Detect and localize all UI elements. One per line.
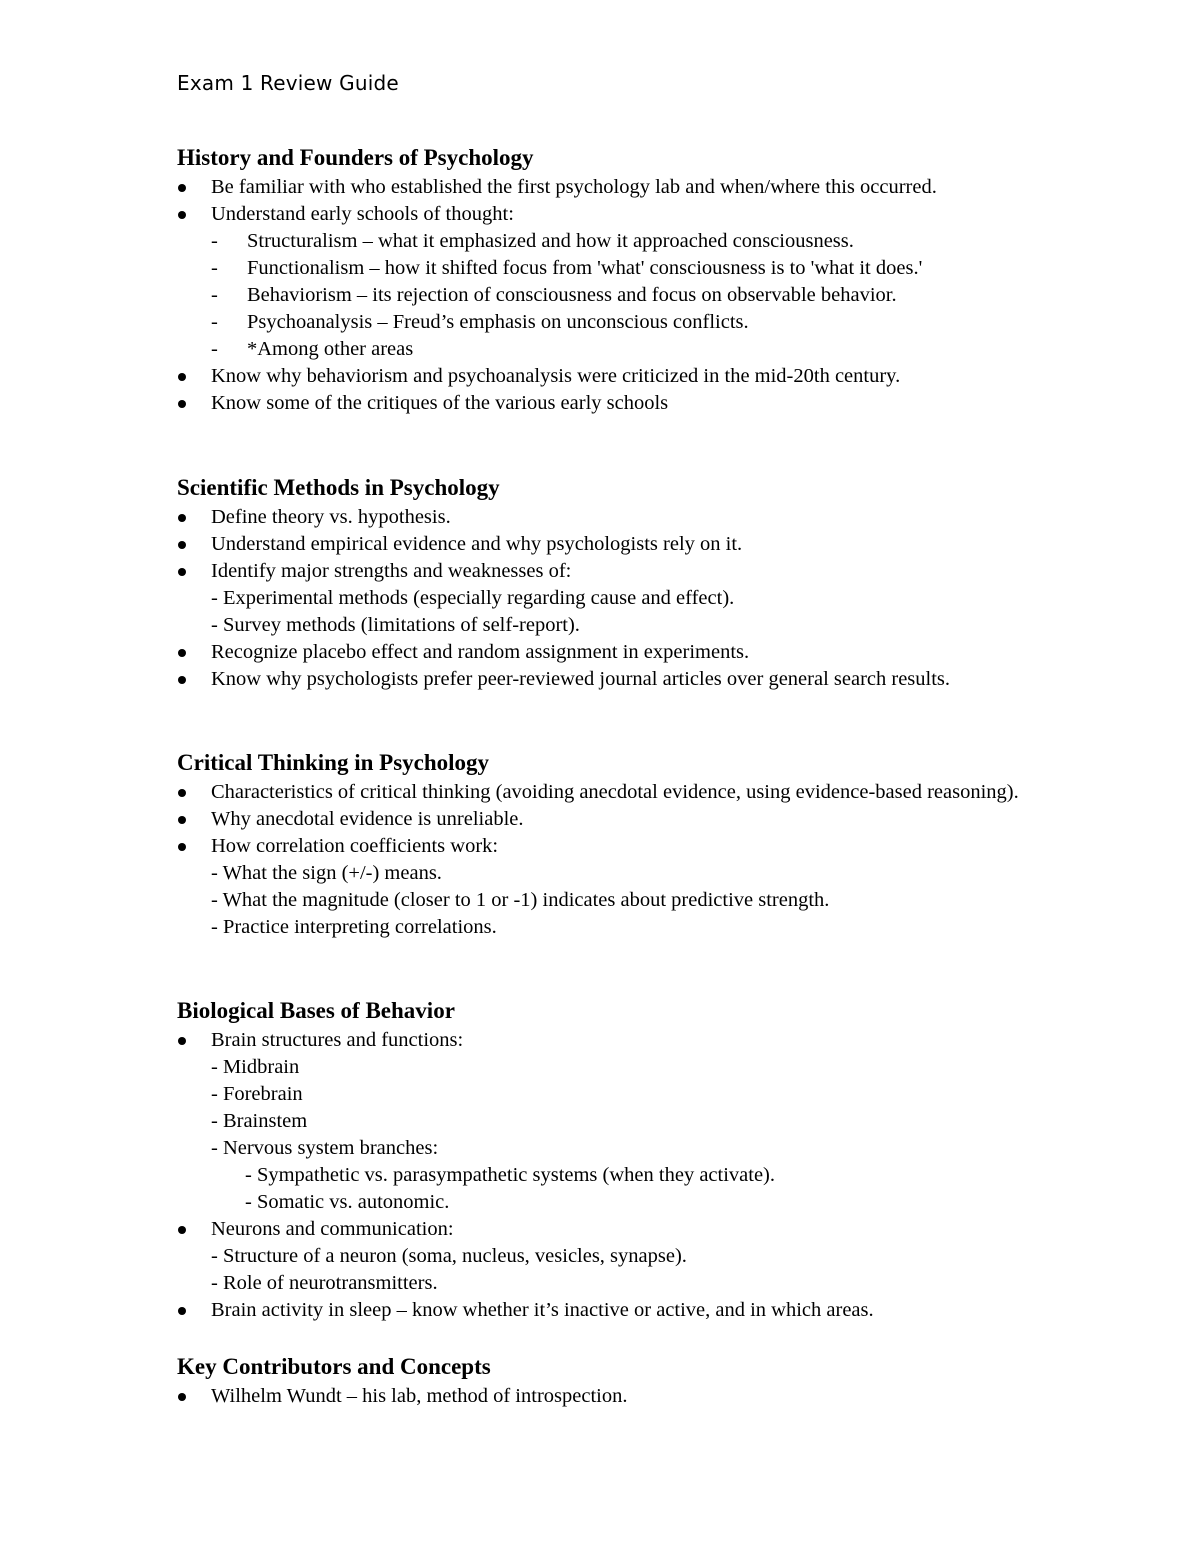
- list-item: Why anecdotal evidence is unreliable.: [177, 806, 1077, 833]
- sub-item: - Midbrain: [211, 1056, 300, 1078]
- schools-list: [211, 228, 1077, 363]
- sub-item: - Brainstem: [211, 1110, 308, 1132]
- sub-item: - Role of neurotransmitters.: [211, 1272, 438, 1294]
- list-item: Understand early schools of thought: - Structuralism – what it emphasized and how it approached consciousness. - Functionalism – how it shifted focus from 'what' consciousness is to 'what it does.' - Behaviorism – its rejection of consciousness and focus on observable behavior. - Psychoanalysis – Freud’s emphasis on unconscious conflicts. - *Among other areas: [177, 201, 1077, 363]
- list-item: Identify major strengths and weaknesses of: - Experimental methods (especially regarding cause and effect). - Survey methods (limitations of self-report).: [177, 558, 1077, 639]
- list-item: Be familiar with who established the first psychology lab and when/where this occurred.: [177, 174, 1077, 201]
- sub-item: - Nervous system branches:: [211, 1137, 439, 1159]
- sub-item: - Experimental methods (especially regarding cause and effect).: [211, 587, 735, 609]
- sub-item: - What the sign (+/-) means.: [211, 862, 442, 884]
- sub-item-nested: - Sympathetic vs. parasympathetic systems (when they activate).: [245, 1164, 775, 1186]
- school-item: - Functionalism – how it shifted focus from 'what' consciousness is to 'what it does.': [211, 257, 923, 279]
- school-item: - Structuralism – what it emphasized and how it approached consciousness.: [211, 230, 854, 252]
- list-item: Brain structures and functions: - Midbrain - Forebrain - Brainstem - Nervous system branches: - Sympathetic vs. parasympathetic systems (when they activate). - Somatic vs. autonomic.: [177, 1027, 1077, 1216]
- list-item: Neurons and communication: - Structure of a neuron (soma, nucleus, vesicles, synapse). - Role of neurotransmitters.: [177, 1216, 1077, 1297]
- section-history: [177, 142, 1077, 417]
- school-item: - Behaviorism – its rejection of consciousness and focus on observable behavior.: [211, 284, 897, 306]
- sub-item: - What the magnitude (closer to 1 or -1) indicates about predictive strength.: [211, 889, 830, 911]
- section-heading: Critical Thinking in Psychology: [177, 750, 490, 775]
- section-critical-thinking: [177, 747, 1077, 941]
- list-item: Characteristics of critical thinking (avoiding anecdotal evidence, using evidence-based reasoning).: [177, 779, 1077, 806]
- bullet-list: [177, 1027, 1077, 1324]
- document-title: Exam 1 Review Guide: [177, 71, 399, 95]
- section-heading: Scientific Methods in Psychology: [177, 475, 500, 500]
- section-scientific-methods: [177, 472, 1077, 693]
- bullet-list: [177, 779, 1077, 941]
- list-item: Brain activity in sleep – know whether it’s inactive or active, and in which areas.: [177, 1297, 1077, 1324]
- sub-item-nested: - Somatic vs. autonomic.: [245, 1191, 450, 1213]
- section-biological-bases: [177, 995, 1077, 1324]
- sub-item: - Forebrain: [211, 1083, 303, 1105]
- bullet-list: [177, 174, 1077, 417]
- sub-item: - Structure of a neuron (soma, nucleus, vesicles, synapse).: [211, 1245, 687, 1267]
- bullet-list: [177, 504, 1077, 693]
- list-item: How correlation coefficients work: - What the sign (+/-) means. - What the magnitude (closer to 1 or -1) indicates about predictive strength. - Practice interpreting correlations.: [177, 833, 1077, 941]
- school-item: - Psychoanalysis – Freud’s emphasis on unconscious conflicts.: [211, 311, 749, 333]
- sub-list: [211, 585, 1077, 639]
- list-item: Recognize placebo effect and random assignment in experiments.: [177, 639, 1077, 666]
- section-heading: Biological Bases of Behavior: [177, 998, 455, 1023]
- list-item: Know some of the critiques of the various early schools: [177, 390, 1077, 417]
- bullet-list: [177, 1383, 1077, 1410]
- list-item: Understand empirical evidence and why psychologists rely on it.: [177, 531, 1077, 558]
- school-item: - *Among other areas: [211, 338, 414, 360]
- sub-list: [211, 1243, 1077, 1297]
- sub-list: [211, 1054, 1077, 1216]
- section-heading: Key Contributors and Concepts: [177, 1354, 491, 1379]
- sub-item: - Survey methods (limitations of self-report).: [211, 614, 580, 636]
- section-key-contributors: [177, 1351, 1077, 1410]
- list-item: Know why psychologists prefer peer-reviewed journal articles over general search results.: [177, 666, 1077, 693]
- list-item: Wilhelm Wundt – his lab, method of introspection.: [177, 1383, 1077, 1410]
- list-item: Define theory vs. hypothesis.: [177, 504, 1077, 531]
- sub-list: [211, 860, 1077, 941]
- sub-item: - Practice interpreting correlations.: [211, 916, 497, 938]
- list-item: Know why behaviorism and psychoanalysis were criticized in the mid-20th century.: [177, 363, 1077, 390]
- section-heading: History and Founders of Psychology: [177, 145, 534, 170]
